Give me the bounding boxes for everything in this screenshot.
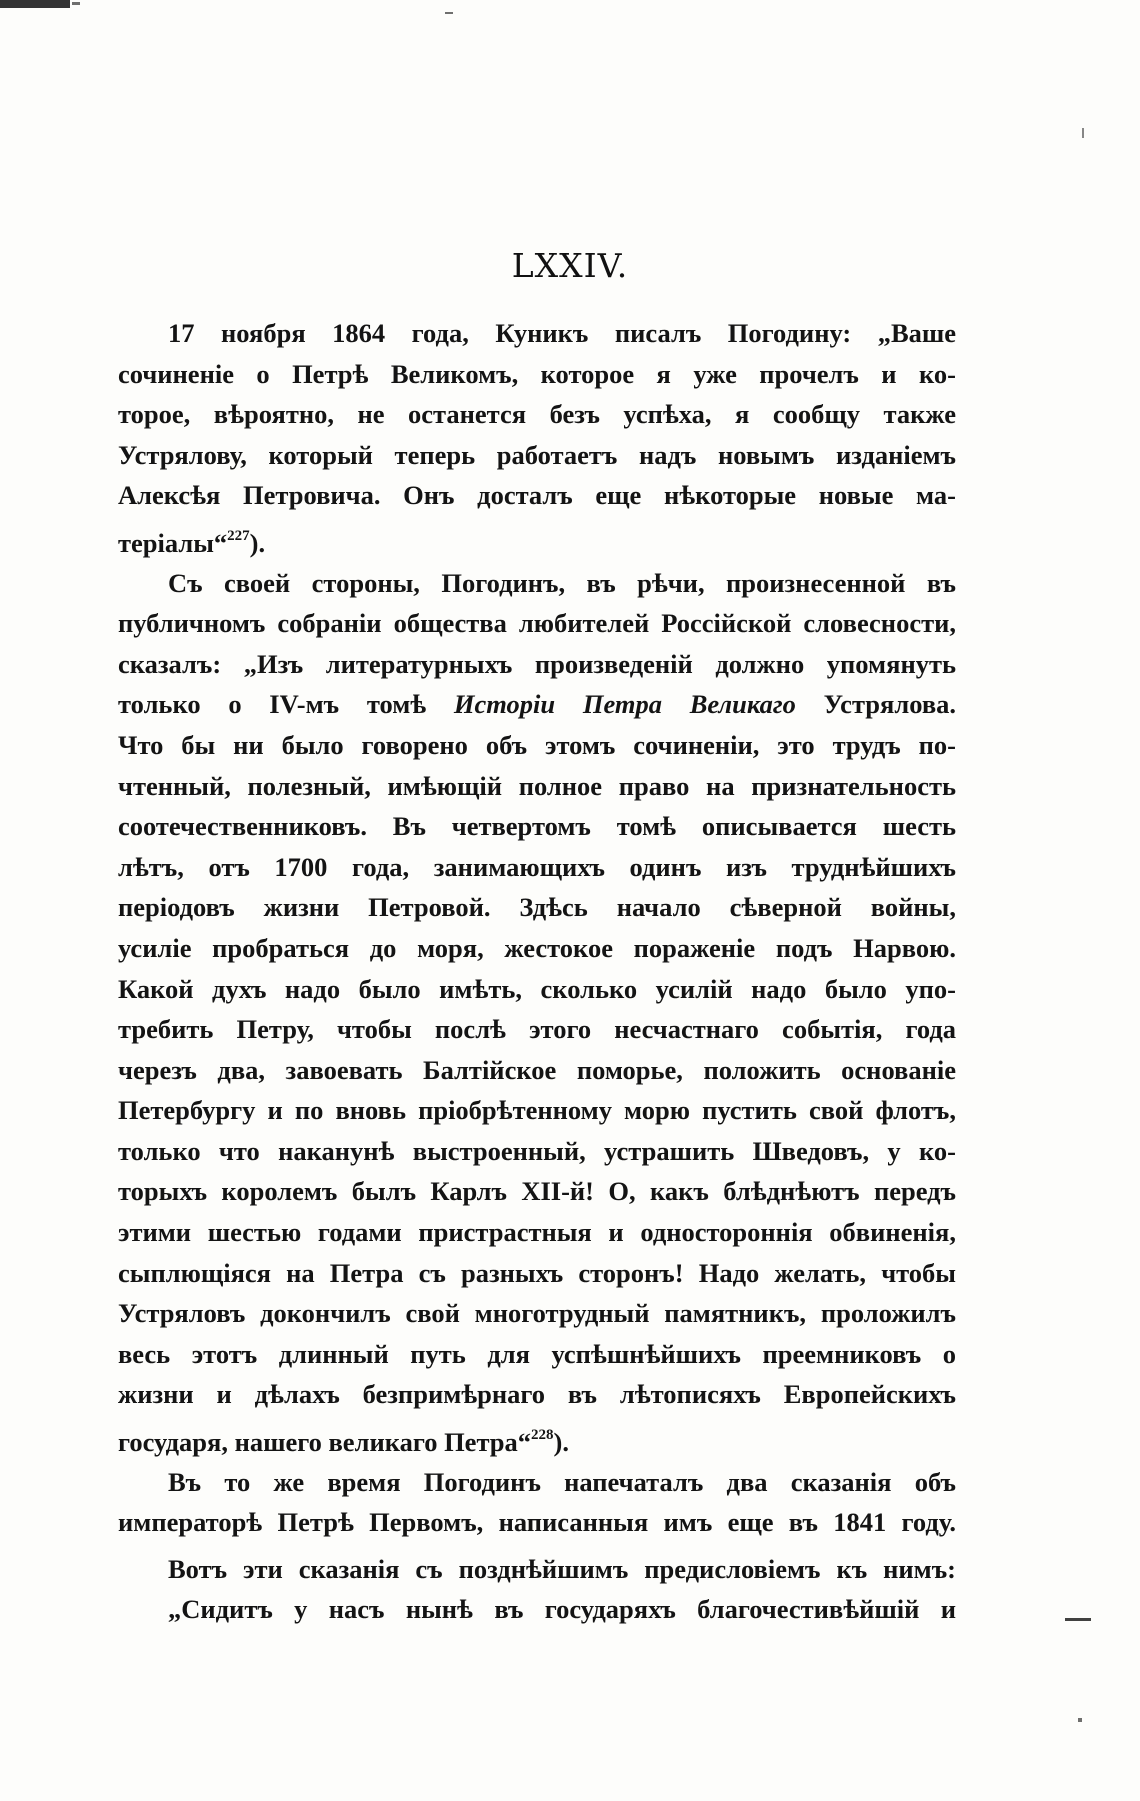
text-line: Какой духъ надо было имѣть, сколько усилій надо было упо- [118, 973, 956, 1004]
text-line: соотечественниковъ. Въ четвертомъ томѣ описывается шесть [118, 811, 956, 842]
body-text [118, 313, 956, 1636]
text-line: торыхъ королемъ былъ Карлъ XII-й! О, какъ блѣднѣютъ передъ [118, 1176, 956, 1207]
text-line: только что наканунѣ выстроенный, устрашить Шведовъ, у ко- [118, 1135, 956, 1166]
text-fragment: только о IV-мъ томѣ [118, 689, 427, 720]
text-line: 17 ноября 1864 года, Куникъ писалъ Погодину: „Ваше [168, 318, 956, 348]
chapter-heading: LXXIV. [511, 246, 629, 285]
scan-artifact [1082, 128, 1084, 138]
text-line [118, 1415, 956, 1456]
text-line: императорѣ Петрѣ Первомъ, написанныя имъ еще въ 1841 году. [118, 1507, 956, 1538]
text-line: Устряловъ докончилъ свой многотрудный памятникъ, проложилъ [118, 1298, 956, 1329]
text-fragment: государя, нашего великаго Петра“ [118, 1427, 532, 1458]
text-line: Петербургу и по вновь пріобрѣтенному морю пустить свой флотъ, [118, 1095, 956, 1126]
text-line: усиліе пробраться до моря, жестокое пораженіе подъ Нарвою. [118, 932, 956, 963]
text-line: „Сидитъ у насъ нынѣ въ государяхъ благочестивѣйшій и [168, 1594, 956, 1625]
text-line: этими шестью годами пристрастныя и одностороннія обвиненія, [118, 1217, 956, 1248]
text-fragment: теріалы“ [118, 527, 228, 558]
paragraph-4 [118, 1549, 956, 1630]
paragraph-3 [118, 1462, 956, 1543]
text-fragment: ). [553, 1427, 569, 1458]
text-line: публичномъ собраніи общества любителей Россійской словесности, [118, 608, 956, 639]
text-line: лѣтъ, отъ 1700 года, занимающихъ одинъ изъ труднѣйшихъ [118, 851, 956, 882]
text-line: жизни и дѣлахъ безпримѣрнаго въ лѣтописяхъ Европейскихъ [118, 1379, 956, 1410]
text-fragment: Устрялова. [823, 689, 957, 720]
text-line: чтенный, полезный, имѣющій полное право на признательность [118, 770, 956, 801]
scan-artifact [445, 12, 453, 14]
text-line: торое, вѣроятно, не останется безъ успѣха, я сообщу также [118, 399, 956, 430]
text-line: черезъ два, завоевать Балтійское поморье, положить основаніе [118, 1054, 956, 1085]
text-line: сыплющіяся на Петра съ разныхъ сторонъ! Надо желать, чтобы [118, 1257, 956, 1288]
footnote-ref: 228 [531, 1427, 554, 1444]
text-line [118, 516, 956, 557]
text-line: Устрялову, который теперь работаетъ надъ новымъ изданіемъ [118, 439, 956, 470]
scan-artifact [0, 0, 70, 8]
scan-artifact [1078, 1718, 1082, 1722]
text-line: требить Петру, чтобы послѣ этого несчастнаго событія, года [118, 1014, 956, 1045]
text-line: Вотъ эти сказанія съ позднѣйшимъ предисловіемъ къ нимъ: [168, 1553, 956, 1584]
text-line: Что бы ни было говорено объ этомъ сочиненіи, это трудъ по- [118, 729, 956, 760]
book-title: Исторіи Петра Великаго [453, 689, 796, 720]
text-line: періодовъ жизни Петровой. Здѣсь начало сѣверной войны, [118, 892, 956, 923]
text-line: Алексѣя Петровича. Онъ досталъ еще нѣкоторые новые ма- [118, 480, 956, 511]
paragraph-1 [118, 313, 956, 557]
footnote-ref: 227 [227, 527, 250, 544]
paragraph-2 [118, 563, 956, 1456]
text-fragment: ). [249, 527, 266, 558]
text-line: сказалъ: „Изъ литературныхъ произведеній должно упомянуть [118, 648, 956, 679]
text-line [118, 684, 956, 725]
text-line: Въ то же время Погодинъ напечаталъ два сказанія объ [168, 1466, 956, 1497]
text-line: сочиненіе о Петрѣ Великомъ, которое я уже прочелъ и ко- [118, 358, 956, 389]
text-line: весь этотъ длинный путь для успѣшнѣйшихъ преемниковъ о [118, 1338, 956, 1369]
scan-artifact [72, 2, 80, 5]
scan-artifact [1065, 1618, 1091, 1621]
text-line: Съ своей стороны, Погодинъ, въ рѣчи, произнесенной въ [168, 567, 956, 598]
